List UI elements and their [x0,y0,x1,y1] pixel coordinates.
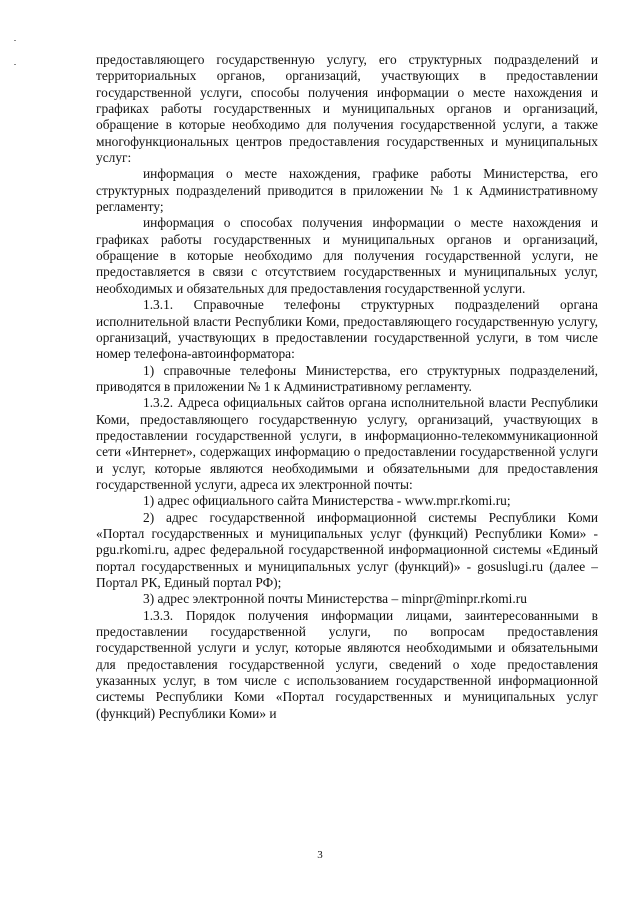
list-item-website: 1) адрес официального сайта Министерства - www.mpr.rkomi.ru; [143,493,511,509]
document-body [96,52,598,722]
list-item-phones: 1) справочные телефоны Министерства, его структурных подразделений, приводятся в приложении № 1 к Административному регламенту. [96,362,598,394]
list-item-portal: 2) адрес государственной информационной системы Республики Коми «Портал государственных и муниципальных услуг (функций) Республики Коми» - pgu.rkomi.ru, адрес федеральной государственной информационной системы «Единый портал государственных и муниципальных услуг (функций)» - gosuslugi.ru (далее – Портал РК, Единый портал РФ); [96,509,598,590]
paragraph-other-organs-info: информация о способах получения информации о месте нахождения и графиках работы государственных и муниципальных органов и организаций, обращение в которые необходимо для получения государственной услуги, не предоставляется в связи с отсутствием государственных и муниципальных услуг, необходимых и обязательных для предоставления государственной услуги. [96,215,598,296]
section-1-3-2: 1.3.2. Адреса официальных сайтов органа исполнительной власти Республики Коми, предоставляющего государственную услугу, организаций, участвующих в предоставлении государственной услуги, в информационно-телекоммуникационной сети «Интернет», содержащих информацию о предоставлении государственной услуги и услуг, которые являются необходимыми и обязательными для предоставления государственной услуги, адреса их электронной почты: [96,395,598,492]
paragraph-continuation: предоставляющего государственную услугу, его структурных подразделений и территориальных органов, организаций, участвующих в предоставлении государственной услуги, способы получения информации о месте нахождения и графиках работы государственных и муниципальных органов и организаций, обращение в которые необходимо для получения государственной услуги, а также многофункциональных центров предоставления государственных и муниципальных услуг: [96,52,598,166]
section-1-3-1: 1.3.1. Справочные телефоны структурных подразделений органа исполнительной власти Республики Коми, предоставляющего государственную услугу, организаций, участвующих в предоставлении государственной услуги, в том числе номер телефона-автоинформатора: [96,297,598,362]
list-item-email: 3) адрес электронной почты Министерства – minpr@minpr.rkomi.ru [143,591,527,607]
paragraph-ministry-location: информация о месте нахождения, графике работы Министерства, его структурных подразделений приводится в приложении № 1 к Административному регламенту; [96,166,598,215]
page-number: 3 [317,849,323,861]
scan-speck [14,40,16,41]
section-1-3-3: 1.3.3. Порядок получения информации лицами, заинтересованными в предоставлении государственной услуги, по вопросам предоставления государственной услуги и услуг, которые являются необходимыми и обязательными для предоставления государственной услуги, сведений о ходе предоставления указанных услуг, в том числе с использованием государственной информационной системы Республики Коми «Портал государственных и муниципальных услуг (функций) Республики Коми» и [96,607,598,721]
scan-speck [14,64,16,65]
